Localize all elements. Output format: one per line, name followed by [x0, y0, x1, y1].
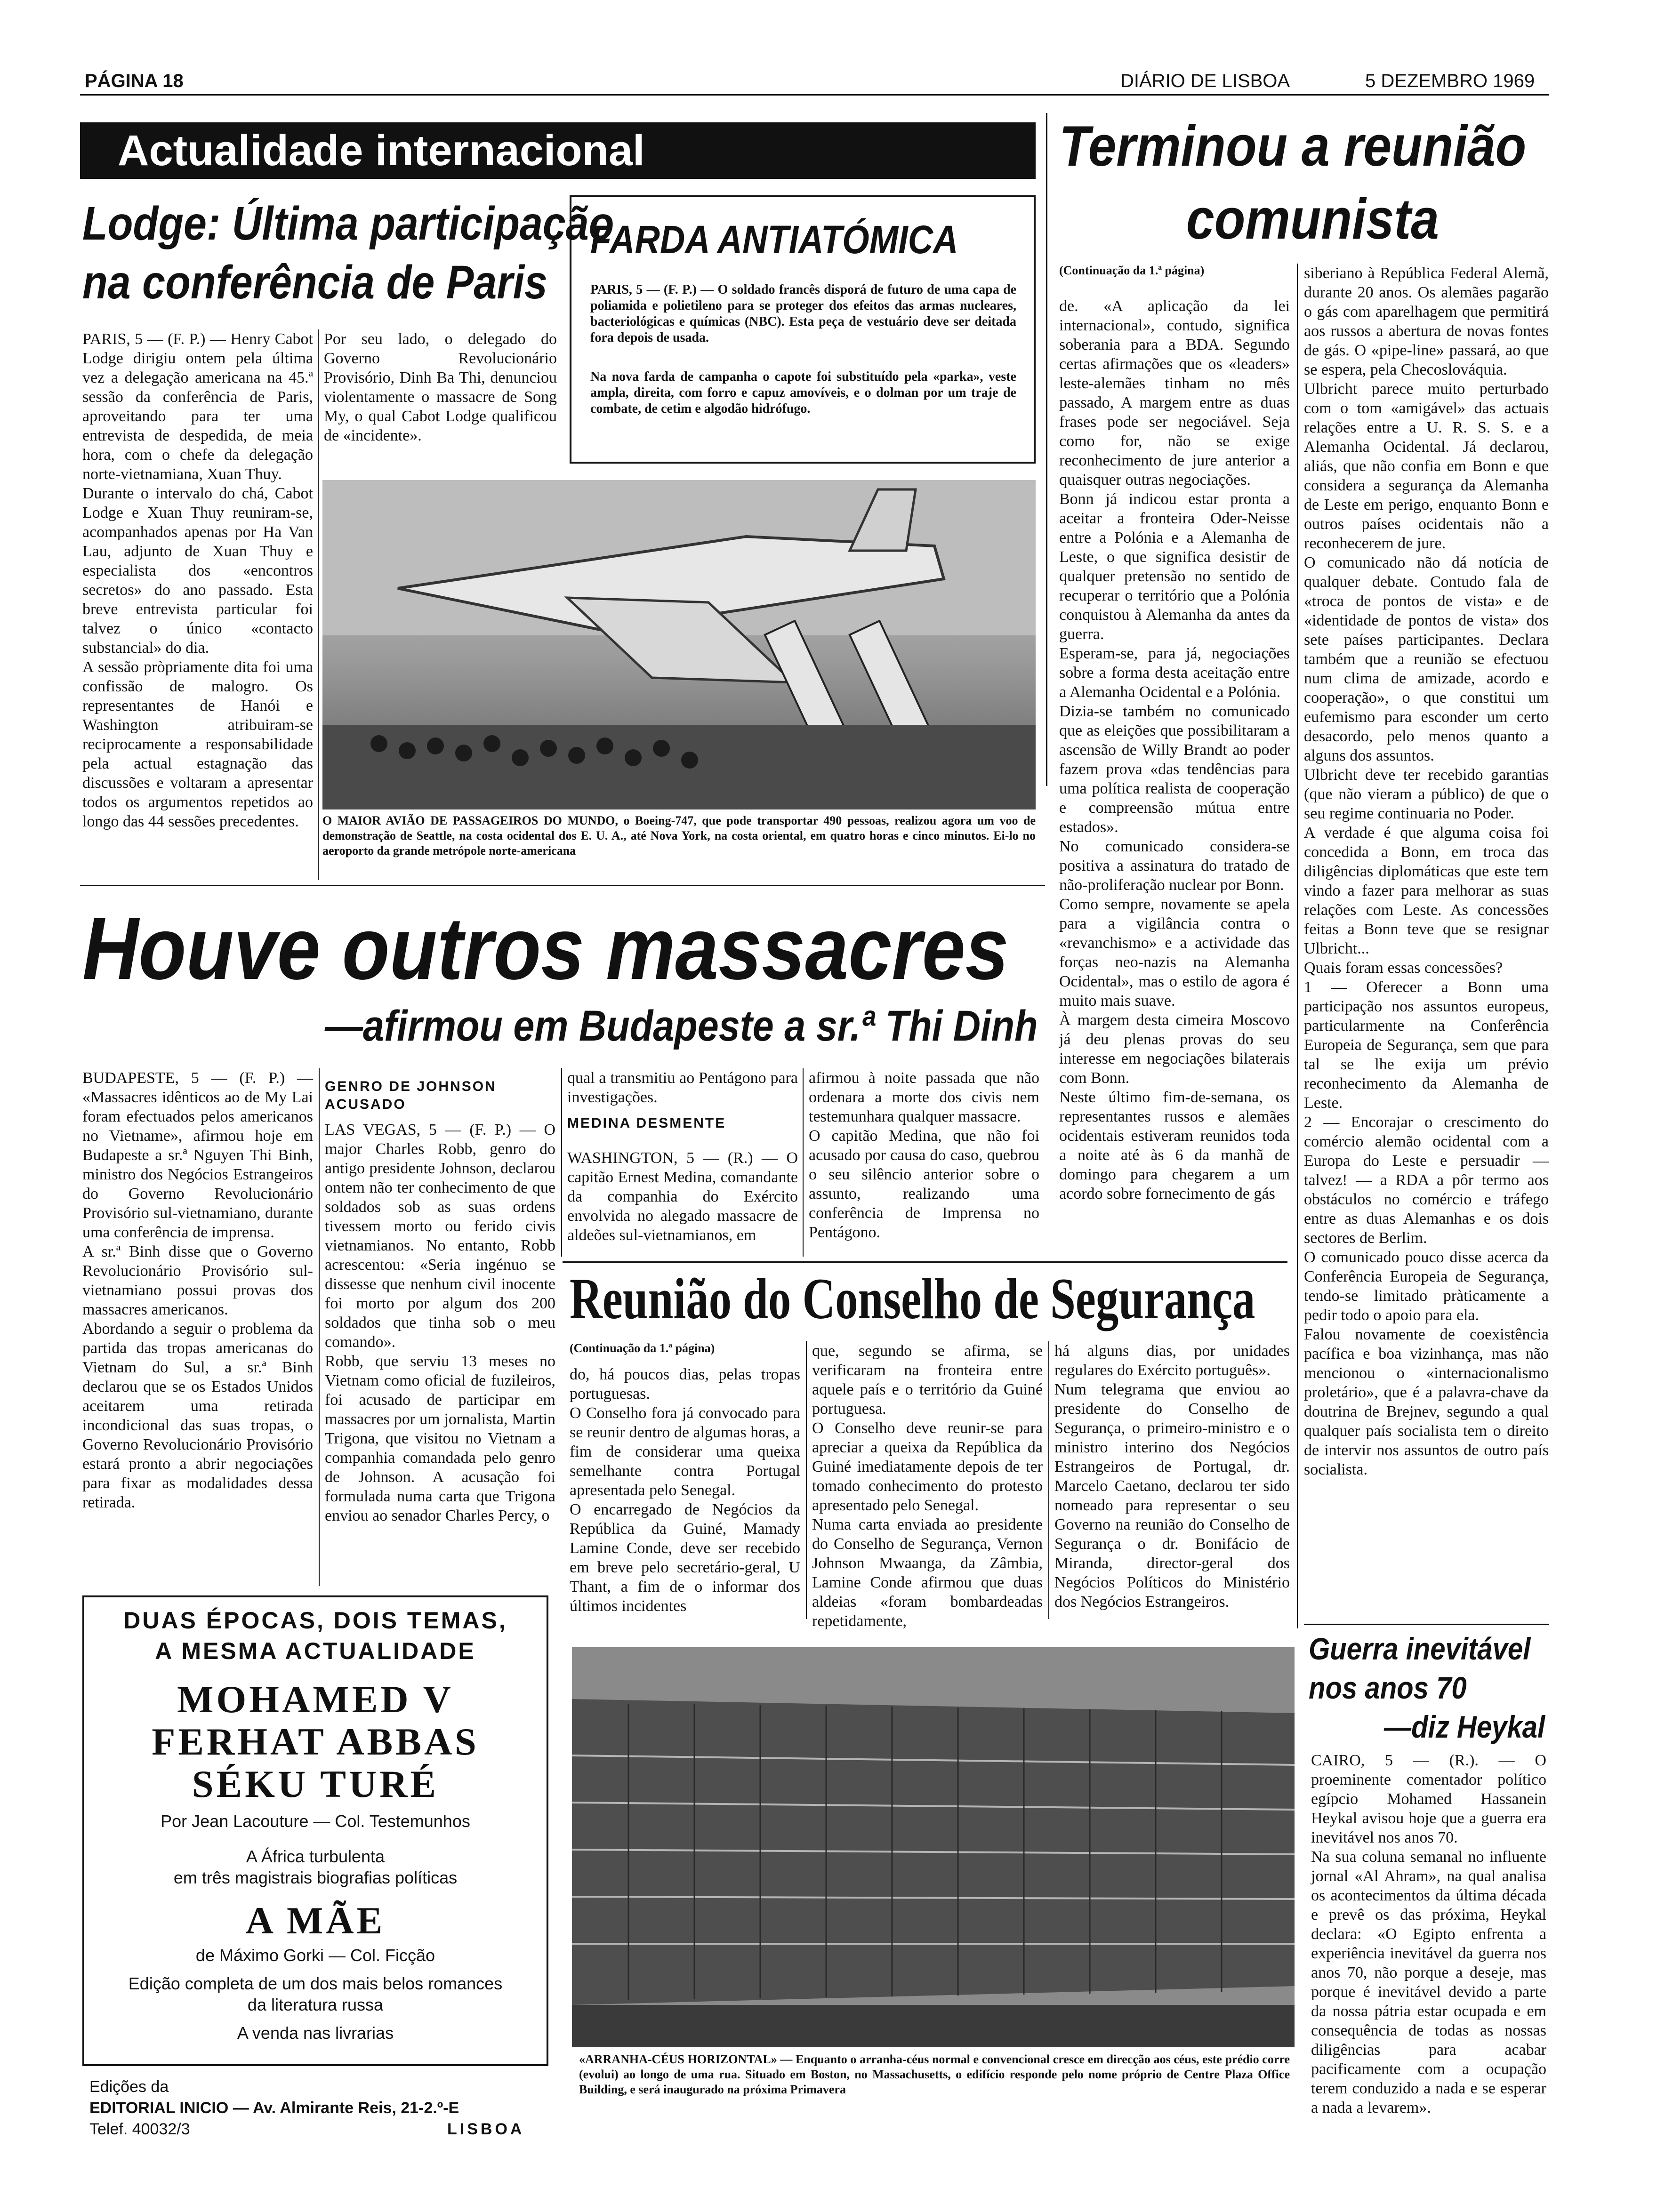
genro-subhead: GENRO DE JOHNSON ACUSADO [325, 1079, 497, 1112]
ad-tagline-2: A MESMA ACTUALIDADE [155, 1638, 476, 1664]
conselho-continuation: (Continuação da 1.ª página) [570, 1341, 715, 1355]
farda-headline: FARDA ANTIATÓMICA [590, 217, 958, 262]
newspaper-name: DIÁRIO DE LISBOA [1120, 71, 1290, 91]
ad-byline-2: de Máximo Gorki — Col. Ficção [195, 1946, 435, 1965]
book-advertisement [82, 1595, 548, 2066]
farda-box [570, 195, 1036, 464]
page-number: PÁGINA 18 [85, 71, 184, 91]
terminou-headline-line1: Terminou a reunião [1059, 114, 1527, 178]
ad-desc-4: da literatura russa [247, 1995, 384, 2014]
header-rule [80, 94, 1549, 96]
centre-plaza-building-photo [572, 1647, 1295, 2047]
terminou-column-rule [1297, 264, 1298, 1628]
ad-footer-publisher: EDITORIAL INICIO — Av. Almirante Reis, 21-2.º-E [89, 2099, 459, 2117]
ad-desc-5: A venda nas livrarias [237, 2023, 394, 2043]
section-banner-text: Actualidade internacional [118, 127, 645, 175]
conselho-top-rule [563, 1261, 1287, 1263]
heykal-headline-line1: Guerra inevitável [1309, 1631, 1531, 1666]
massacres-top-rule [80, 885, 1045, 886]
conselho-headline: Reunião do Conselho de Segurança [570, 1266, 1255, 1331]
right-section-rule [1046, 113, 1047, 786]
lodge-column-rule [318, 329, 319, 880]
boeing-photo-caption: O MAIOR AVIÃO DE PASSAGEIROS DO MUNDO, o Boeing-747, que pode transportar 490 pessoas, realizou agora um voo de demonstração de Seattle, na costa ocidental dos E. U. A., até Nova York, na costa oriental, em quatro horas e cinco minutos. Ei-lo no aeroporto da grande metrópole norte-americana [322, 814, 1036, 858]
medina-subhead: MEDINA DESMENTE [567, 1115, 726, 1131]
heykal-headline-line3: —diz Heykal [1384, 1709, 1545, 1744]
terminou-column-1: de. «A aplicação da lei internacional», contudo, significa soberania para a BDA. Segundo certas afirmações que os «leaders» leste-alemães tinham no mês passado, A margem entre as duas frases pode ser negociável. Seja como for, não se exige reconhecimento de jure anterior a quaisquer outras negociações. Bonn já indicou estar pronta a aceitar a fronteira Oder-Neisse entre a Polónia e a Alemanha de Leste, o que significa desistir de qualquer pretensão no sentido de recuperar o território que a Polónia conquistou à Alemanha da antes da guerra. Esperam-se, para já, negociações sobre a forma desta aceitação entre a Alemanha Ocidental e a Polónia. Dizia-se também no comunicado que as eleições que possibilitaram a ascensão de Willy Brandt ao poder fazem prova «das tendências para uma política realista de cooperação e compreensão mútua entre estados». No comunicado considera-se positiva a assinatura do tratado de não-proliferação nuclear por Bonn. Como sempre, novamente se apela para a vigilância contra o «revanchismo» e a actividade das forças neo-nazis na Alemanha Ocidental», mas o estilo de agora é muito mais suave. À margem desta cimeira Moscovo já deu plenas provas do seu interesse em negociações bilaterais com Bonn. Neste último fim-de-semana, os representantes russos e alemães ocidentais estiveram reunidos toda a noite até às 6 da manhã de domingo para chegarem a um acordo sobre fornecimento de gás [1059, 297, 1290, 1202]
issue-date: 5 DEZEMBRO 1969 [1365, 71, 1535, 91]
conselho-column-2: que, segundo se afirma, se verificaram na fronteira entre aquele país e o território da Guiné portuguesa. O Conselho deve reunir-se para apreciar a queixa da República da Guiné imediatamente depois de ter tomado conhecimento do protesto apresentado pelo Senegal. Numa carta enviada ao presidente do Conselho de Segurança, Vernon Johnson Mwaanga, da Zâmbia, Lamine Conde afirmou que duas aldeias «foram bombardeadas repetidamente, [812, 1342, 1043, 1630]
boeing-747-photo [322, 480, 1036, 809]
ad-footer-city: LISBOA [447, 2120, 525, 2138]
section-banner [80, 122, 1036, 179]
conselho-rule-2 [1048, 1341, 1049, 1619]
ad-desc-3: Edição completa de um dos mais belos romances [128, 1974, 503, 1993]
boeing-illustration [322, 480, 1036, 809]
ad-title-1: MOHAMED V [177, 1678, 454, 1721]
terminou-headline-line2: comunista [1186, 187, 1439, 251]
lodge-headline-line2: na conferência de Paris [82, 256, 547, 309]
terminou-continuation: (Continuação da 1.ª página) [1059, 264, 1205, 277]
conselho-column-3: há alguns dias, por unidades regulares do Exército português». Num telegrama que enviou ao presidente do Conselho de Segurança, o primeiro-ministro e o ministro interino dos Negócios Estrangeiros de Portugal, dr. Marcelo Caetano, declarou ter sido nomeado para representar o seu Governo na reunião do Conselho de Segurança o dr. Bonifácio de Miranda, director-geral dos Negócios Políticos do Ministério dos Negócios Estrangeiros. [1054, 1342, 1290, 1611]
massacres-rule-3 [803, 1068, 804, 1257]
heykal-body: CAIRO, 5 — (R.). — O proeminente comentador político egípcio Mohamed Hassanein Heykal avisou hoje que a guerra era inevitável nos anos 70. Na sua coluna semanal no influente jornal «Al Ahram», na qual analisa os acontecimentos da última década e prevê os das próxima, Heykal declara: «O Egipto enfrenta a experiência inevitável da guerra nos anos 70, não porque a deseje, mas porque é inevitável devido a parte da nossa pátria estar ocupada e em consequência de todas as nossas diligências para acabar pacificamente com a ocupação terem conduzido a nada e se esperar a nada a levarem». [1311, 1752, 1546, 2116]
farda-paragraph-1: PARIS, 5 — (F. P.) — O soldado francês disporá de futuro de uma capa de poliamida e polietileno para se proteger dos efeitos das armas nucleares, bacteriológicas e químicas (NBC). Esta peça de vestuário deve ser deitada fora depois de usada. [590, 282, 1016, 345]
massacres-column-4: afirmou à noite passada que não ordenara a morte dos civis nem testemunhara qualquer massacre. O capitão Medina, que não foi acusado por causa do caso, quebrou o seu silêncio anterior sobre o assunto, realizando uma conferência de Imprensa no Pentágono. [809, 1069, 1039, 1241]
massacres-column-1: BUDAPESTE, 5 — (F. P.) — «Massacres idênticos ao de My Lai foram efectuados pelos americanos no Vietname», afirmou hoje em Budapeste a sr.ª Nguyen Thi Binh, ministro dos Negócios Estrangeiros do Governo Revolucionário Provisório sul-vietnamiano, durante uma conferência de imprensa. A sr.ª Binh disse que o Governo Revolucionário Provisório sul-vietnamiano possui provas dos massacres americanos. Abordando a seguir o problema da partida das tropas americanas do Vietnam do Sul, a sr.ª Binh declarou que se os Estados Unidos aceitarem uma retirada incondicional das suas tropas, o Governo Revolucionário Provisório estará pronto a abrir negociações para fixar as modalidades dessa retirada. [82, 1069, 313, 1511]
massacres-column-3: qual a transmitiu ao Pentágono para investigações. [567, 1069, 798, 1106]
lodge-column-2: Por seu lado, o delegado do Governo Revolucionário Provisório, Dinh Ba Thi, denunciou violentamente o massacre de Song My, o qual Cabot Lodge qualificou de «incidente». [324, 330, 557, 444]
massacres-column-2: LAS VEGAS, 5 — (F. P.) — O major Charles Robb, genro do antigo presidente Johnson, declarou ontem não ter conhecimento de que soldados sob as suas ordens tivessem morto ou ferido civis vietnamianos. No entanto, Robb acrescentou: «Seria ingénuo se dissesse que nenhum civil inocente foi morto por algum dos 200 soldados que tinha sob o meu comando». Robb, que serviu 13 meses no Vietnam como oficial de fuzileiros, foi acusado de participar em massacres por um jornalista, Martin Trigona, que visitou no Vietnam a companhia comandada pelo genro de Johnson. A acusação foi formulada numa carta que Trigona enviou ao senador Charles Percy, o [325, 1121, 555, 1524]
ad-title-2: FERHAT ABBAS [152, 1720, 479, 1763]
centre-plaza-caption: «ARRANHA-CÉUS HORIZONTAL» — Enquanto o arranha-céus normal e convencional cresce em direcção aos céus, este prédio corre (evolui) ao longo de uma rua. Situado em Boston, no Massachusetts, o edifício responde pelo nome próprio de Centre Plaza Office Building, e será inaugurado na próxima Primavera [579, 2052, 1290, 2096]
ad-tagline-1: DUAS ÉPOCAS, DOIS TEMAS, [123, 1607, 507, 1634]
massacres-rule-2 [561, 1068, 562, 1257]
farda-paragraph-2: Na nova farda de campanha o capote foi substituído pela «parka», veste ampla, direita, com forro e capuz amovíveis, e o dolman por um traje de combate, de cetim e algodão hidrófugo. [590, 369, 1016, 416]
massacres-rule-1 [319, 1068, 320, 1586]
terminou-column-2: siberiano à República Federal Alemã, durante 20 anos. Os alemães pagarão o gás com aparelhagem que permitirá aos russos a abertura de novas fontes de gás. O «pipe-line» passará, ao que se espera, pela Checoslováquia. Ulbricht parece muito perturbado com o tom «amigável» das actuais relações entre a U. R. S. S. e a Alemanha Ocidental. Já declarou, aliás, que não confia em Bonn e que considera a segurança da Alemanha de Leste em perigo, enquanto Bonn e outros países ocidentais não a reconhecerem de jure. O comunicado não dá notícia de qualquer debate. Contudo fala de «troca de pontos de vista» e de «identidade de pontos de vista» dos sete países participantes. Declara também que a reunião se efectuou num clima de amizade, acordo e cooperação», o que constitui um eufemismo para esconder um certo desacordo, pelo menos quanto a alguns dos assuntos. Ulbricht deve ter recebido garantias (que não vieram a público) de que o seu regime continuaria no Poder. A verdade é que alguma coisa foi concedida a Bonn, em troca das diligências diplomáticas que este tem vindo a fazer para melhorar as suas relações com Leste. As concessões feitas a Bonn teve que se resignar Ulbricht... Quais foram essas concessões? 1 — Oferecer a Bonn uma participação nos assuntos europeus, particularmente na Conferência Europeia de Segurança, sem que para tal se lhe exija um prévio reconhecimento da Alemanha de Leste. 2 — Encorajar o crescimento do comércio alemão ocidental com a Europa do Leste e persuadir — talvez! — a RDA a pôr termo aos obstáculos no comércio e tráfego entre as duas Alemanhas e os dois sectores de Berlim. O comunicado pouco disse acerca da Conferência Europeia de Segurança, tendo-se limitado pràticamente a pedir todo o apoio para ela. Falou novamente de coexistência pacífica e boa vizinhança, mas não mencionou o «internacionalismo proletário», que é a palavra-chave da doutrina de Brejnev, segundo a qual qualquer país socialista tem o direito de intervir nos assuntos de outro país socialista. [1304, 264, 1549, 1478]
ad-desc-2: em três magistrais biografias políticas [173, 1868, 458, 1887]
heykal-top-rule [1304, 1624, 1549, 1625]
lodge-column-1: PARIS, 5 — (F. P.) — Henry Cabot Lodge dirigiu ontem pela última vez a delegação americana na 45.ª sessão da conferência de Paris, aproveitando para ter uma entrevista de despedida, de meia hora, com o chefe da delegação norte-vietnamiana, Xuan Thuy. Durante o intervalo do chá, Cabot Lodge e Xuan Thuy reuniram-se, acompanhados apenas por Ha Van Lau, adjunto de Xuan Thuy e especialista dos «encontros secretos» do ano passado. Esta breve entrevista particular foi talvez o único «contacto substancial» do dia. A sessão pròpriamente dita foi uma confissão de malogro. Os representantes de Hanói e Washington atribuiram-se reciprocamente a responsabilidade pela actual estagnação das discussões e voltaram a apresentar todos os argumentos repetidos ao longo das 44 sessões precedentes. [82, 330, 313, 830]
ad-title-3: SÉKU TURÉ [192, 1763, 439, 1805]
massacres-headline: Houve outros massacres [82, 899, 1009, 998]
ad-desc-1: A África turbulenta [246, 1847, 385, 1866]
conselho-rule-1 [806, 1341, 807, 1619]
ad-title-4: A MÃE [245, 1899, 386, 1942]
conselho-column-1: do, há poucos dias, pelas tropas portuguesas. O Conselho fora já convocado para se reunir dentro de algumas horas, a fim de considerar uma queixa semelhante contra Portugal apresentada pelo Senegal. O encarregado de Negócios da República da Guiné, Mamady Lamine Conde, deve ser recebido em breve pelo secretário-geral, U Thant, a fim de o informar dos últimos incidentes [570, 1366, 800, 1615]
massacres-subheadline: —afirmou em Budapeste a sr.ª Thi Dinh [325, 1002, 1038, 1050]
heykal-headline-line2: nos anos 70 [1309, 1670, 1467, 1705]
massacres-column-3b: WASHINGTON, 5 — (R.) — O capitão Ernest Medina, comandante da companhia do Exército envolvida no alegado massacre de aldeões sul-vietnamianos, em [567, 1149, 798, 1244]
lodge-headline-line1: Lodge: Última participação [82, 197, 614, 250]
building-illustration [572, 1647, 1295, 2047]
ad-byline-1: Por Jean Lacouture — Col. Testemunhos [161, 1811, 470, 1831]
ad-footer-1: Edições da [89, 2078, 169, 2096]
ad-footer-phone: Telef. 40032/3 [89, 2120, 190, 2138]
